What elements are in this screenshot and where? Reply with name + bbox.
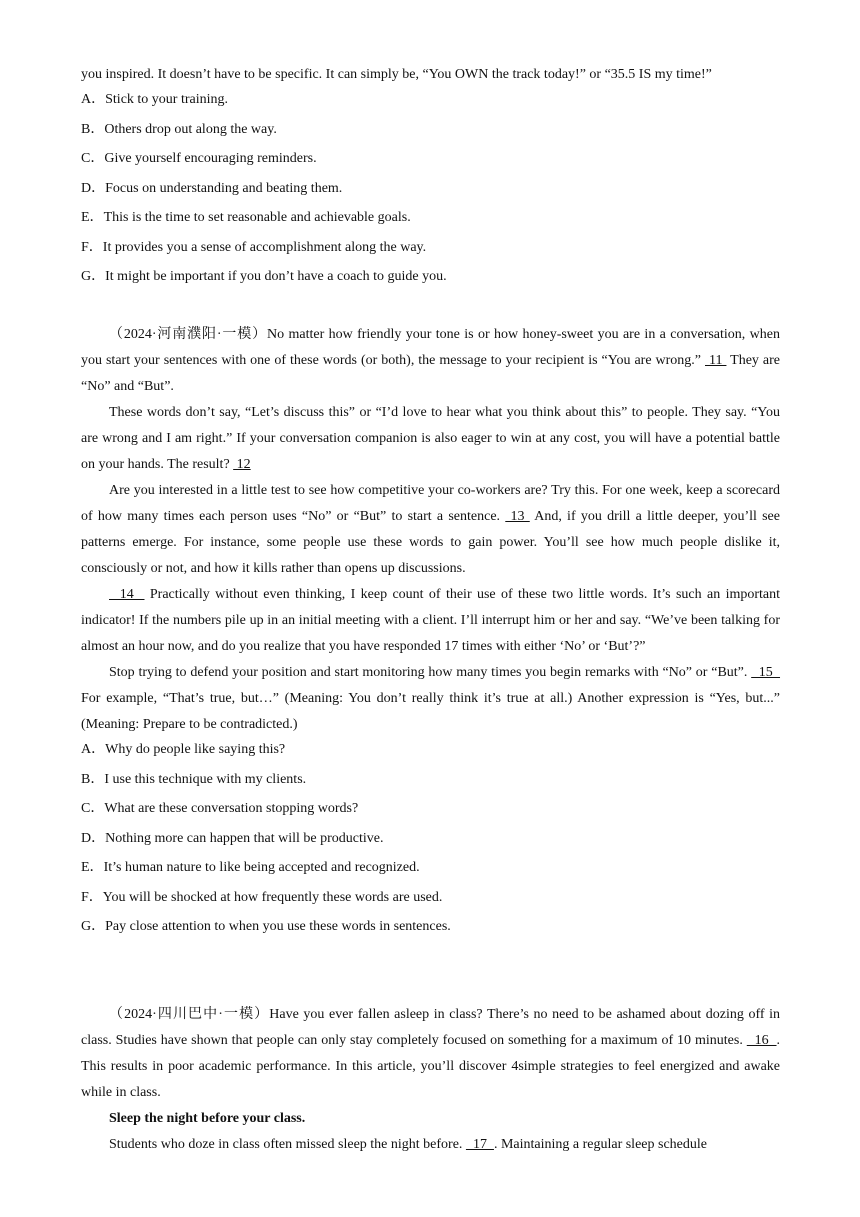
passage-2-paragraph-5: Stop trying to defend your position and start monitoring how many times you begin remarks with “No” or “But”. 15 For example, “That’s true, but…” (Meaning: You don’t really think it’s true at all.) Another expression is “Yes, but...” (Meaning: Prepare to be contradicted.) [81,665,781,732]
blank-12: 12 [233,457,251,472]
passage-1-section [81,62,780,297]
passage-2-source: （2024·河南濮阳·一模） [109,327,267,342]
option-b: B．I use this technique with my clients. [81,771,307,787]
passage-1-tail: you inspired. It doesn’t have to be specific. It can simply be, “You OWN the track today!” or “35.5 IS my time!” [81,67,712,82]
option-d: D．Focus on understanding and beating them. [81,180,343,196]
options-list-2 [81,740,780,947]
option-a: A．Stick to your training. [81,92,229,107]
option-c: C．What are these conversation stopping words? [81,801,359,816]
option-a: A．Why do people like saying this? [81,742,286,757]
passage-3-section [81,1002,780,1158]
option-c: C．Give yourself encouraging reminders. [81,151,317,166]
passage-2-paragraph-1: （2024·河南濮阳·一模）No matter how friendly your tone is or how honey-sweet you are in a conversation, when you start your sentences with one of these words (or both), the message to your recipient is “You are wrong.” 11 They are “No” and “But”. [81,327,780,394]
blank-13: 13 [505,509,530,524]
blank-14: 14 [109,587,145,602]
option-e: E．This is the time to set reasonable and achievable goals. [81,210,411,225]
option-e: E．It’s human nature to like being accepted and recognized. [81,860,420,875]
option-b: B．Others drop out along the way. [81,121,277,137]
option-g: G．It might be important if you don’t have a coach to guide you. [81,269,447,284]
blank-11: 11 [705,353,727,368]
blank-17: 17 [465,1137,494,1152]
passage-3-source: （2024·四川巴中·一模） [109,1007,270,1022]
section-heading: Sleep the night before your class. [109,1111,306,1126]
passage-2-paragraph-4: 14 Practically without even thinking, I keep count of their use of these two little words. It’s such an important indicator! If the numbers pile up in an initial meeting with a client. I’ll interrupt him or her and say. “We’ve been talking for almost an hour now, and do you realize that you have responded 17 times with either ‘No’ or ‘But’?” [81,587,781,654]
blank-15: 15 [751,665,781,680]
passage-2-paragraph-2: These words don’t say, “Let’s discuss this” or “I’d love to hear what you think about this” to people. They say. “You are wrong and I am right.” If your conversation companion is also eager to win at any cost, you will have a potential battle on your hands. The result? 12 [81,405,780,472]
option-f: F．You will be shocked at how frequently these words are used. [81,889,443,905]
passage-3-paragraph-1: （2024·四川巴中·一模）Have you ever fallen asleep in class? There’s no need to be ashamed about dozing off in class. Studies have shown that people can only stay completely focused on something for a maximum of 10 minutes. 16 . This results in poor academic performance. In this article, you’ll discover 4simple strategies to feel energized and awake while in class. [81,1007,781,1100]
passage-3-paragraph-2: Students who doze in class often missed sleep the night before. 17 . Maintaining a regular sleep schedule [109,1137,707,1152]
passage-2-paragraph-3: Are you interested in a little test to see how competitive your co-workers are? Try this. For one week, keep a scorecard of how many times each person uses “No” or “But” to start a sentence. 13 And, if you drill a little deeper, you’ll see patterns emerge. For instance, some people use these words to gain power. You’ll see how much people dislike it, consciously or not, and how it kills rather than opens up discussions. [81,483,780,576]
blank-16: 16 [746,1033,777,1048]
passage-2-section [81,322,780,947]
option-d: D．Nothing more can happen that will be productive. [81,830,384,846]
options-list-1 [81,90,780,297]
option-f: F．It provides you a sense of accomplishment along the way. [81,239,427,255]
option-g: G．Pay close attention to when you use these words in sentences. [81,919,451,934]
